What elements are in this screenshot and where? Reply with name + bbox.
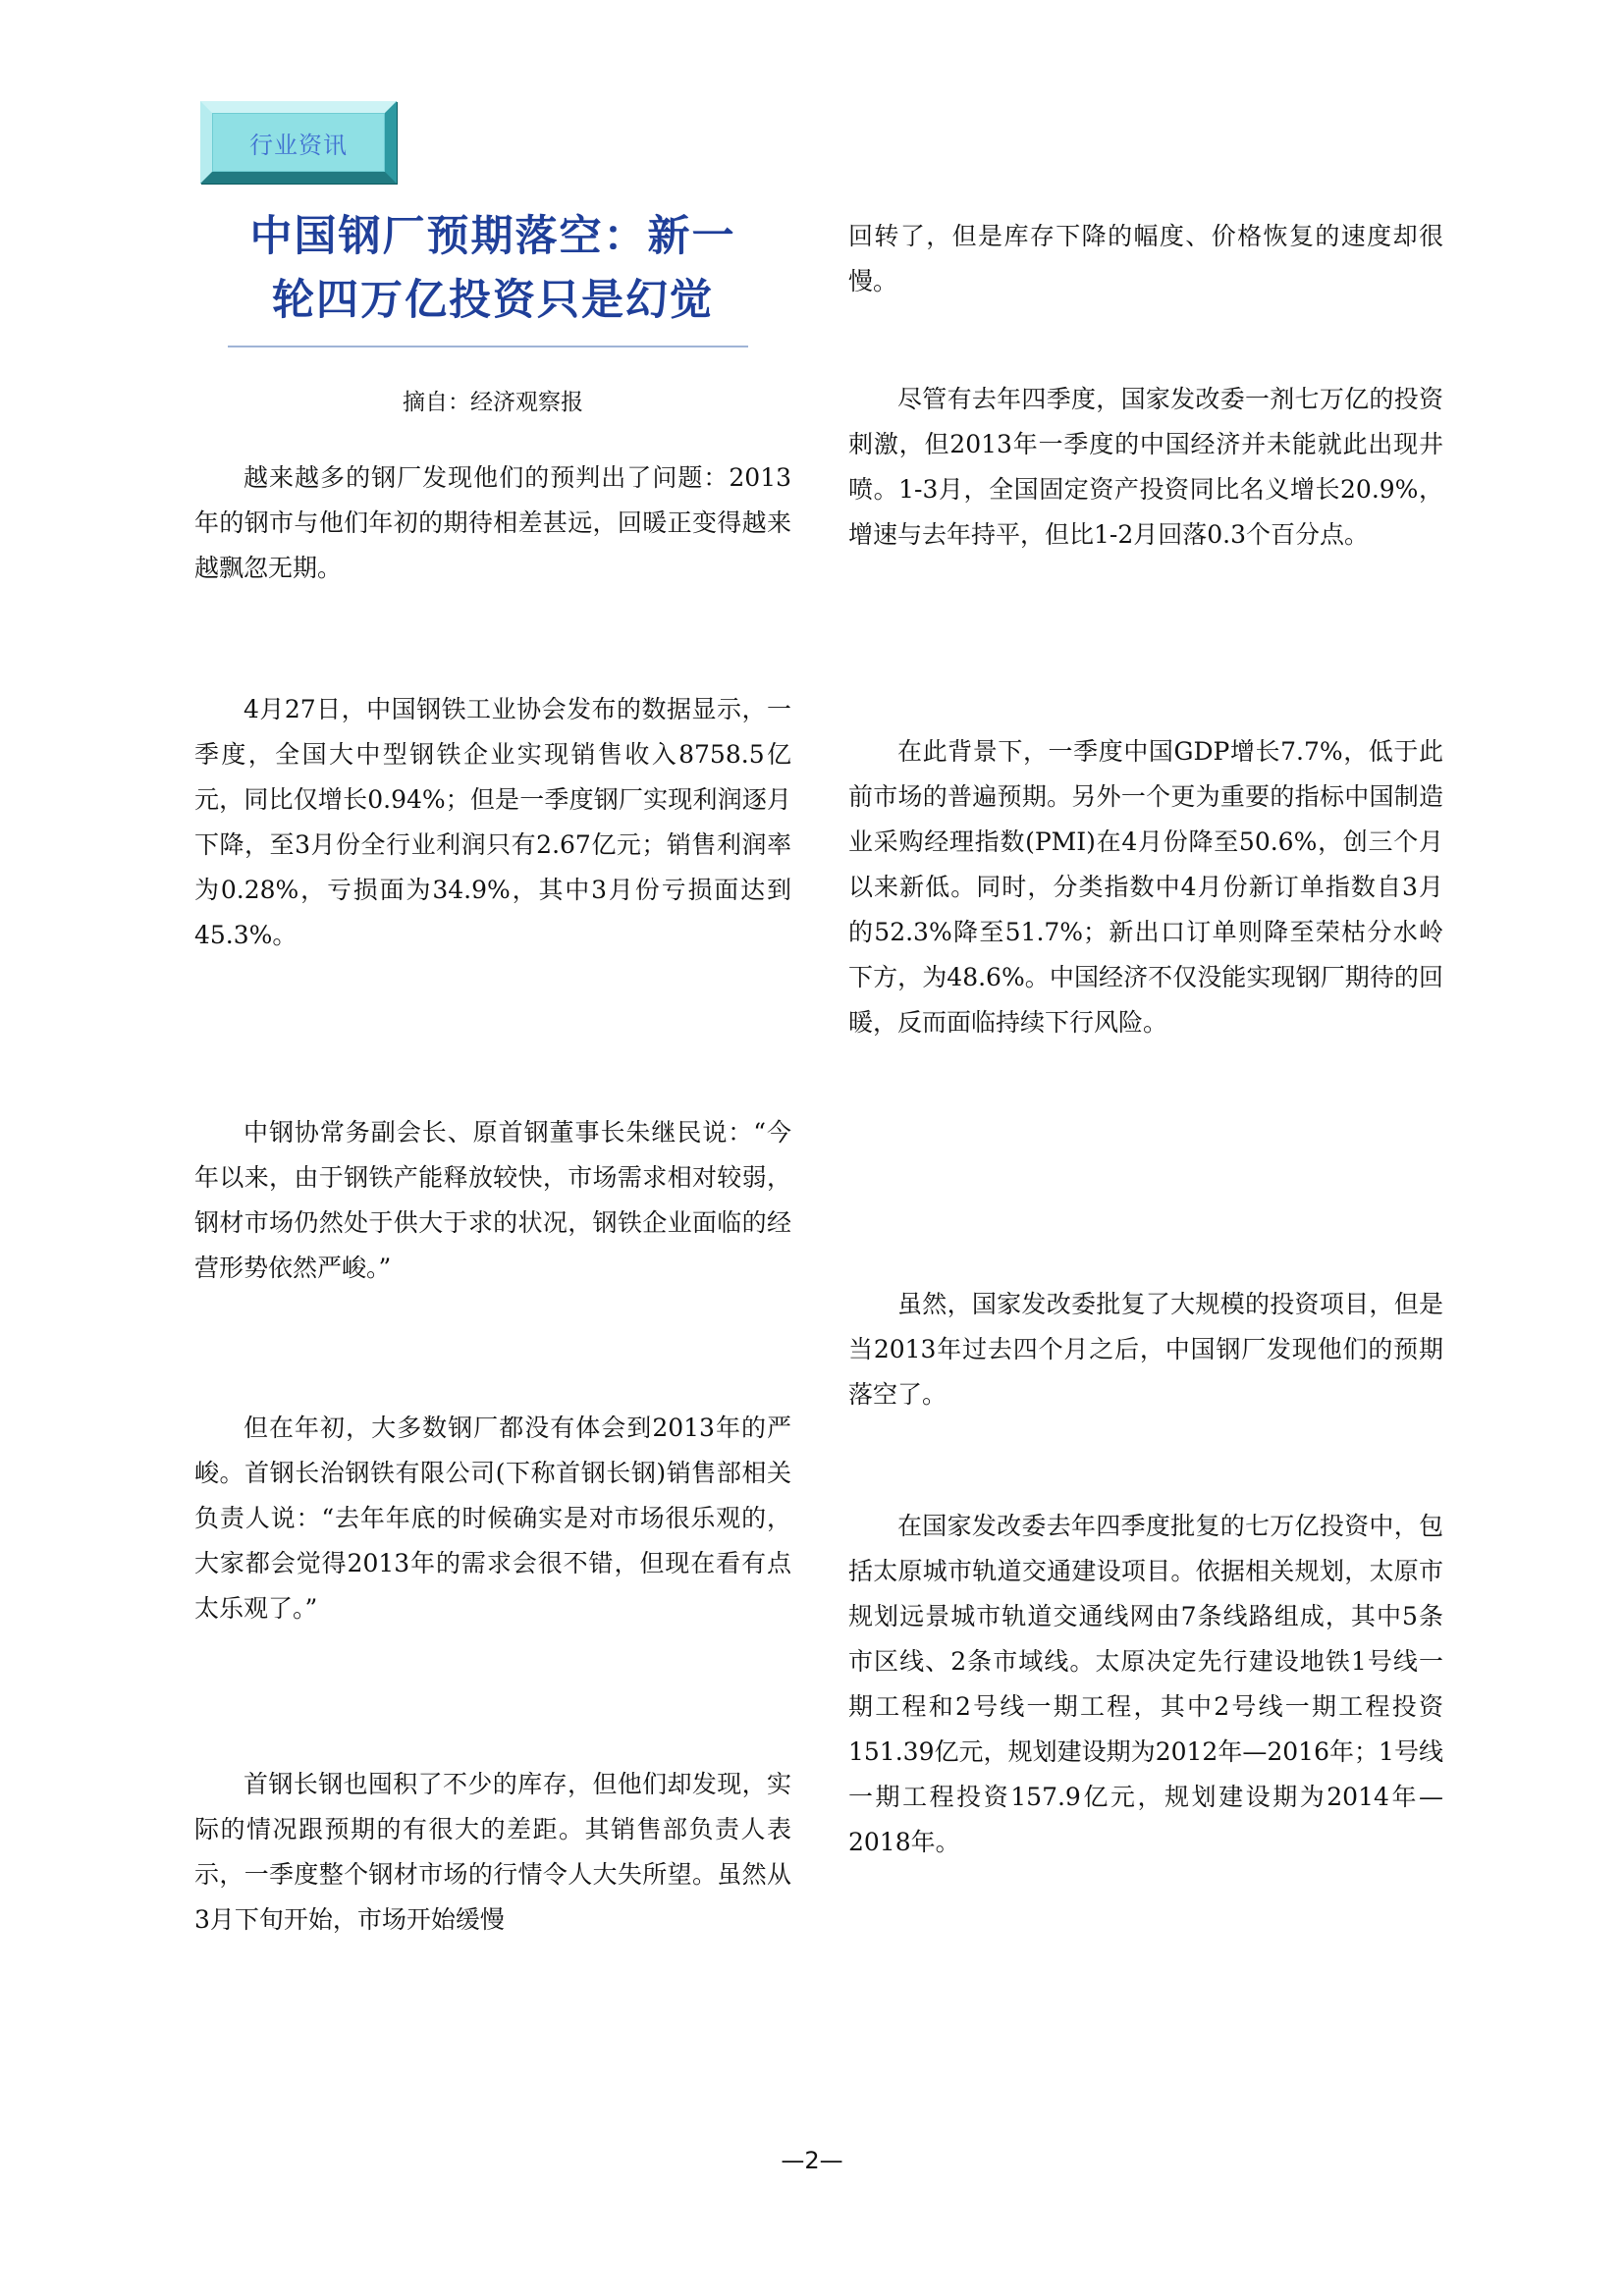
section-tag-label: 行业资讯 xyxy=(249,131,348,159)
left-paragraph-1: 越来越多的钢厂发现他们的预判出了问题：2013年的钢市与他们年初的期待相差甚远，回暖正变得越来越飘忽无期。 xyxy=(194,463,791,582)
left-paragraph-3: 中钢协常务副会长、原首钢董事长朱继民说：“今年以来，由于钢铁产能释放较快，市场需求相对较弱，钢材市场仍然处于供大于求的状况，钢铁企业面临的经营形势依然严峻。” xyxy=(194,1118,791,1282)
article-byline: 摘自：经济观察报 xyxy=(403,390,583,415)
right-paragraph-5: 在国家发改委去年四季度批复的七万亿投资中，包括太原城市轨道交通建设项目。依据相关规划，太原市规划远景城市轨道交通线网由7条线路组成，其中5条市区线、2条市域线。太原决定先行建设地铁1号线一期工程和2号线一期工程，其中2号线一期工程投资151.39亿元，规划建设期为2012年—2016年；1号线一期工程投资157.9亿元，规划建设期为2014年—2018年。 xyxy=(848,1512,1443,1856)
left-paragraph-4: 但在年初，大多数钢厂都没有体会到2013年的严峻。首钢长治钢铁有限公司(下称首钢长钢)销售部相关负责人说：“去年年底的时候确实是对市场很乐观的，大家都会觉得2013年的需求会很不错，但现在看有点太乐观了。” xyxy=(194,1414,791,1623)
left-paragraph-2: 4月27日，中国钢铁工业协会发布的数据显示，一季度，全国大中型钢铁企业实现销售收入8758.5亿元，同比仅增长0.94%；但是一季度钢厂实现利润逐月下降，至3月份全行业利润只有2.67亿元；销售利润率为0.28%，亏损面为34.9%，其中3月份亏损面达到45.3%。 xyxy=(194,695,791,949)
title-divider xyxy=(228,346,748,347)
right-paragraph-1-continued: 回转了，但是库存下降的幅度、价格恢复的速度却很慢。 xyxy=(848,222,1443,295)
article-title-line-1: 中国钢厂预期落空：新一 xyxy=(249,212,736,261)
section-tag xyxy=(200,101,397,184)
article-title-line-2: 轮四万亿投资只是幻觉 xyxy=(272,276,714,325)
left-paragraph-5: 首钢长钢也囤积了不少的库存，但他们却发现，实际的情况跟预期的有很大的差距。其销售部负责人表示，一季度整个钢材市场的行情令人大失所望。虽然从3月下旬开始，市场开始缓慢 xyxy=(194,1770,791,1934)
right-paragraph-4: 虽然，国家发改委批复了大规模的投资项目，但是当2013年过去四个月之后，中国钢厂发现他们的预期落空了。 xyxy=(848,1290,1443,1409)
right-paragraph-2: 尽管有去年四季度，国家发改委一剂七万亿的投资刺激，但2013年一季度的中国经济并未能就此出现井喷。1-3月，全国固定资产投资同比名义增长20.9%，增速与去年持平，但比1-2月回落0.3个百分点。 xyxy=(848,385,1443,549)
article-title xyxy=(194,205,791,333)
page-number: —2— xyxy=(781,2147,843,2174)
right-paragraph-3: 在此背景下，一季度中国GDP增长7.7%，低于此前市场的普遍预期。另外一个更为重要的指标中国制造业采购经理指数(PMI)在4月份降至50.6%，创三个月以来新低。同时，分类指数中4月份新订单指数自3月的52.3%降至51.7%；新出口订单则降至荣枯分水岭下方，为48.6%。中国经济不仅没能实现钢厂期待的回暖，反而面临持续下行风险。 xyxy=(848,737,1443,1037)
